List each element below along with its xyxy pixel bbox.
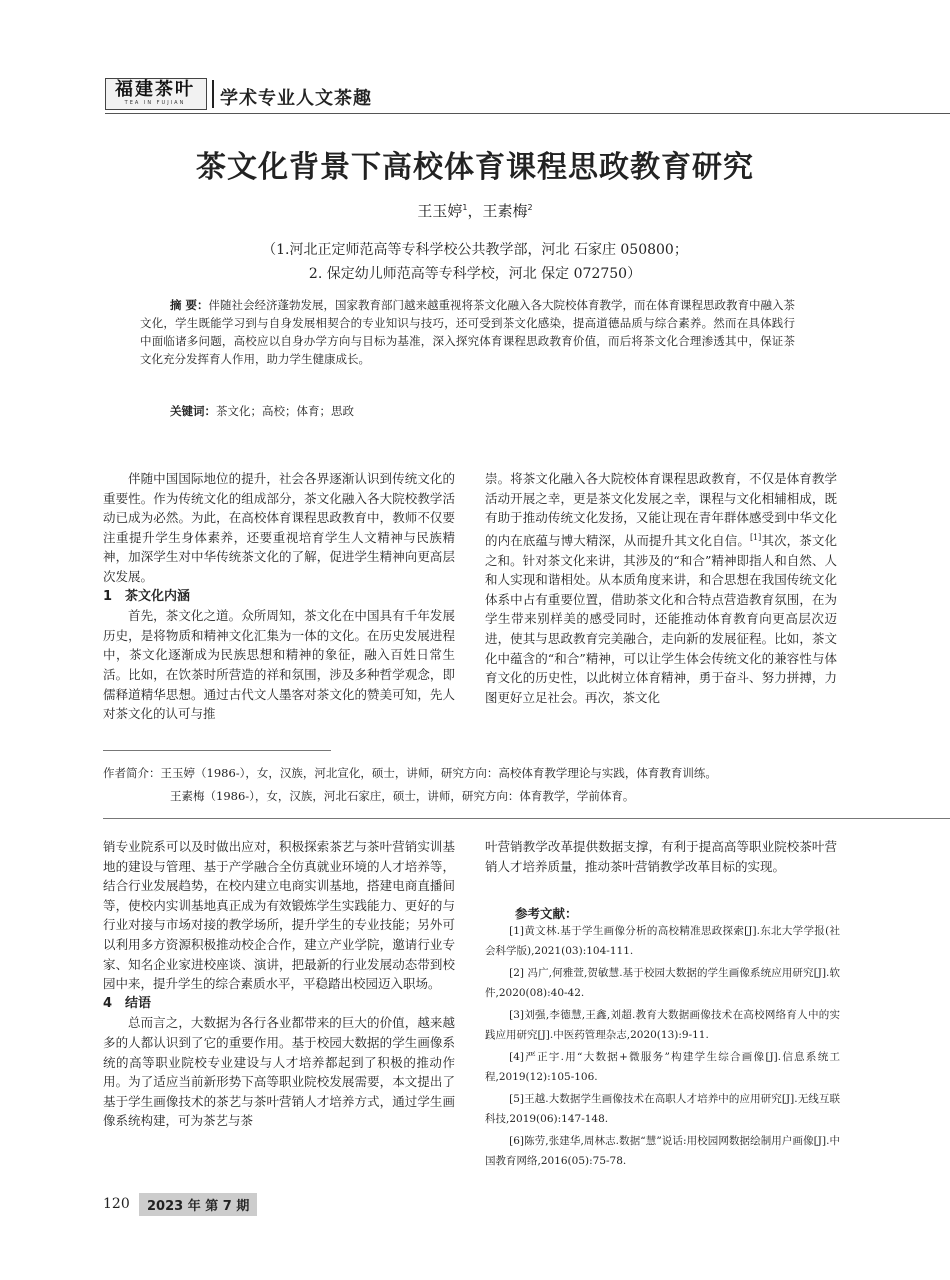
header-rule: [105, 113, 950, 114]
paragraph-text: 崇。将茶文化融入各大院校体育课程思政教育，不仅是体育教学活动开展之幸，更是茶文化发展之幸，课程与文化相辅相成，既有助于推动传统文化发扬，又能让现在青年群体感受到中华文化的内在底蕴与博大精深，从而提升其文化自信。: [485, 471, 837, 548]
citation-mark: [1]: [749, 532, 762, 542]
keywords-text: 茶文化；高校；体育；思政: [216, 404, 354, 418]
section-heading: 4 结语: [103, 995, 152, 1011]
paragraph: 总而言之，大数据为各行各业都带来的巨大的价值，越来越多的人都认识到了它的重要作用。基于校园大数据的学生画像系统的高等职业院校专业建设与人才培养都起到了积极的推动作用。为了适应当前新形势下高等职业院校发展需要，本文提出了基于学生画像技术的茶艺与茶叶营销人才培养方式，通过学生画像系统构建，可为茶艺与茶: [103, 1015, 455, 1129]
author-note-line-2: 王素梅（1986-），女，汉族，河北石家庄，硕士，讲师，研究方向：体育教学，学前体育。: [170, 789, 635, 803]
keywords-label: 关键词：: [170, 404, 216, 418]
author-2-affiliation-mark: 2: [527, 203, 533, 212]
page-number: 120: [103, 1196, 130, 1212]
upper-right-column: [485, 469, 837, 707]
reference-item: [1]黄文林.基于学生画像分析的高校精准思政探索[J].东北大学学报(社会科学版),2021(03):104-111.: [485, 925, 840, 957]
reference-item: [2] 冯广,何雅萱,贺敏慧.基于校园大数据的学生画像系统应用研究[J].软件,2020(08):40-42.: [485, 967, 840, 999]
references-title: 参考文献：: [515, 906, 578, 921]
section-separator: [103, 818, 950, 819]
paragraph: 首先，茶文化之道。众所周知，茶文化在中国具有千年发展历史，是将物质和精神文化汇集为一体的文化。在历史发展进程中，茶文化逐渐成为民族思想和精神的象征，融入百姓日常生活。比如，在饮茶时所营造的祥和氛围，涉及多种哲学观念，即儒释道精华思想。通过古代文人墨客对茶文化的赞美可知，先人对茶文化的认可与推: [103, 608, 455, 722]
paragraph: [485, 469, 837, 707]
references-list: [485, 922, 840, 1174]
author-2: 王素梅: [482, 202, 528, 220]
article-authors: [0, 200, 950, 221]
reference-item: [5]王越.大数据学生画像技术在高职人才培养中的应用研究[J].无线互联科技,2019(06):147-148.: [485, 1093, 840, 1125]
author-separator: ，: [467, 202, 483, 220]
lower-left-column: [103, 837, 455, 1131]
footnote-rule: [103, 750, 331, 751]
issue-label: 2023 年 第 7 期: [139, 1193, 257, 1216]
paragraph: 伴随中国国际地位的提升，社会各界逐渐认识到传统文化的重要性。作为传统文化的组成部分，茶文化融入各大院校教学活动已成为必然。为此，在高校体育课程思政教育中，教师不仅要注重提升学生身体素养，还要重视培育学生人文精神与民族精神，加深学生对中华传统茶文化的了解，促进学生精神向更高层次发展。: [103, 471, 455, 584]
journal-logo-subtext: TEA IN FUJIAN: [124, 100, 186, 106]
reference-item: [4]严正宇.用“大数据+微服务”构建学生综合画像[J].信息系统工程,2019(12):105-106.: [485, 1051, 840, 1083]
reference-item: [3]刘强,李德慧,王鑫,刘超.教育大数据画像技术在高校网络育人中的实践应用研究[J].中医药管理杂志,2020(13):9-11.: [485, 1009, 840, 1041]
affiliation-1: （1.河北正定师范高等专科学校公共教学部，河北 石家庄 050800；: [262, 242, 688, 258]
author-1: 王玉婷: [417, 202, 463, 220]
author-1-affiliation-mark: 1: [462, 203, 468, 212]
keywords: [170, 403, 770, 419]
lower-right-column: [485, 837, 837, 876]
paragraph-text: 其次，茶文化之和。针对茶文化来讲，其涉及的“和合”精神即指人和自然、人和人实现和谐相处。从本质角度来讲，和合思想在我国传统文化体系中占有重要位置，借助茶文化和合特点营造教育氛围，在为学生带来别样美的感受同时，还能推动体育教育向更高层次迈进，使其与思政教育完美融合，走向新的发展征程。比如，茶文化中蕴含的“和合”精神，可以让学生体会传统文化的兼容性与体育文化的历史性，以此树立体育精神，勇于奋斗、努力拼搏，力图更好立足社会。再次，茶文化: [485, 532, 837, 705]
abstract-label: 摘 要：: [170, 298, 209, 312]
journal-tagline: 学术专业人文茶趣: [220, 88, 372, 109]
article-title: 茶文化背景下高校体育课程思政教育研究: [196, 150, 754, 185]
abstract-text: 伴随社会经济蓬勃发展，国家教育部门越来越重视将茶文化融入各大院校体育教学，而在体育课程思政教育中融入茶文化，学生既能学习到与自身发展相契合的专业知识与技巧，还可受到茶文化感染，提高道德品质与综合素养。然而在具体践行中面临诸多问题，高校应以自身办学方向与目标为基准，深入探究体育课程思政教育价值，而后将茶文化合理渗透其中，保证茶文化充分发挥育人作用，助力学生健康成长。: [140, 298, 796, 366]
affiliation-2: 2. 保定幼儿师范高等专科学校，河北 保定 072750）: [308, 266, 642, 282]
paragraph: 销专业院系可以及时做出应对，积极探索茶艺与茶叶营销实训基地的建设与管理、基于产学融合全仿真就业环境的人才培养等，结合行业发展趋势，在校内建立电商实训基地，搭建电商直播间等，使校内实训基地真正成为有效锻炼学生实践能力、更好的与行业对接与市场对接的教学场所，提升学生的专业技能；另外可以利用多方资源积极推动校企合作，建立产业学院，邀请行业专家、知名企业家进校座谈、演讲，把最新的行业发展动态带到校园中来，提升学生的综合素质水平，平稳踏出校园迈入职场。: [103, 839, 455, 992]
reference-item: [6]陈劳,张建华,周林志.数据“慧”说话:用校园网数据绘制用户画像[J].中国教育网络,2016(05):75-78.: [485, 1135, 840, 1167]
section-heading: 1 茶文化内涵: [103, 588, 191, 604]
journal-logo-text: 福建茶叶: [115, 79, 195, 100]
upper-left-column: [103, 469, 455, 724]
header-divider-bar: [212, 80, 214, 108]
paragraph: 叶营销教学改革提供数据支撑，有利于提高高等职业院校茶叶营销人才培养质量，推动茶叶营销教学改革目标的实现。: [485, 839, 837, 874]
author-note-line-1: 作者简介：王玉婷（1986-），女，汉族，河北宣化，硕士，讲师，研究方向：高校体育教学理论与实践，体育教育训练。: [103, 766, 717, 780]
abstract: [140, 296, 795, 368]
